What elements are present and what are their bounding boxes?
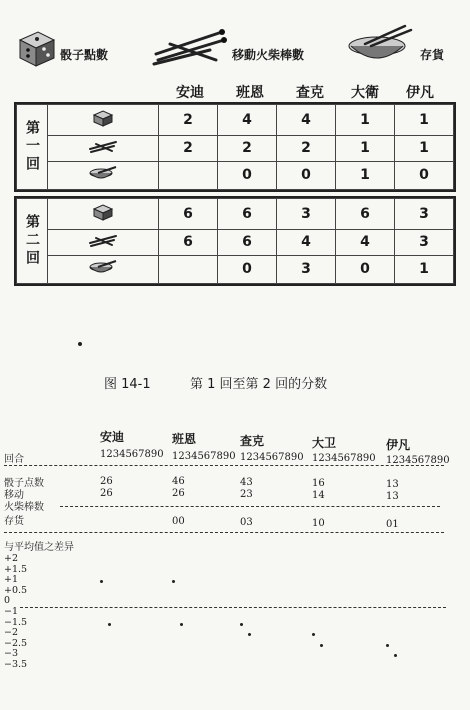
y-tick-label: −3.5 <box>4 659 28 670</box>
t2-digits: 1234567890 <box>386 455 450 466</box>
data-point <box>312 633 315 636</box>
t2-stock: 01 <box>386 519 399 530</box>
t2-dice: 26 <box>100 476 113 487</box>
round-1-table <box>14 102 456 192</box>
table-row <box>17 161 454 189</box>
player-header: 班恩 <box>236 85 264 101</box>
dice-icon <box>92 109 114 127</box>
t2-move: 13 <box>386 491 399 502</box>
score-cell: 3 <box>395 230 454 256</box>
t2-move: 14 <box>312 490 325 501</box>
t2-move: 26 <box>100 488 113 499</box>
score-cell: 4 <box>277 230 336 256</box>
y-tick-label: −1.5 <box>4 616 28 628</box>
t2-player: 查克 <box>240 434 265 448</box>
score-cell: 4 <box>277 105 336 136</box>
score-cell <box>159 255 218 283</box>
score-cell: 1 <box>395 105 454 136</box>
t2-stock: 03 <box>240 517 253 528</box>
score-cell: 1 <box>336 105 395 136</box>
score-cell: 2 <box>277 136 336 162</box>
table-row <box>17 136 454 162</box>
score-cell: 1 <box>395 136 454 162</box>
row-icon-cell <box>48 255 159 283</box>
score-cell: 0 <box>218 161 277 189</box>
score-cell: 1 <box>395 255 454 283</box>
deviation-title: 与平均值之差异 <box>4 542 74 553</box>
t2-row-move: 移动 <box>4 490 24 501</box>
data-point <box>100 580 103 583</box>
t2-player: 安迪 <box>100 430 125 444</box>
t2-stock: 10 <box>312 518 325 529</box>
player-header: 大衛 <box>351 85 379 101</box>
dice-icon <box>92 203 114 221</box>
data-point <box>172 580 175 583</box>
figure-caption: 第 1 回至第 2 回的分数 <box>190 377 328 392</box>
t2-digits: 1234567890 <box>312 453 376 464</box>
row-icon-cell <box>48 199 159 230</box>
y-tick-label: −1 <box>4 606 19 617</box>
legend-matches-label: 移動火柴棒數 <box>232 48 305 62</box>
bowl-icon <box>88 165 118 181</box>
t2-player: 伊凡 <box>386 438 411 452</box>
row-icon-cell <box>48 136 159 162</box>
t2-dice: 13 <box>386 479 399 490</box>
score-cell: 3 <box>277 255 336 283</box>
data-point <box>248 633 251 636</box>
table-row <box>17 105 454 136</box>
dice-icon <box>14 28 58 68</box>
matchsticks-icon <box>88 139 118 153</box>
divider <box>60 506 440 507</box>
divider <box>4 465 444 466</box>
score-cell: 6 <box>218 230 277 256</box>
score-cell: 0 <box>336 255 395 283</box>
t2-row-stock: 存货 <box>4 516 24 527</box>
row-icon-cell <box>48 230 159 256</box>
data-point <box>240 623 243 626</box>
t2-dice: 46 <box>172 476 185 487</box>
t2-move: 23 <box>240 489 253 500</box>
row-icon-cell <box>48 105 159 136</box>
matchsticks-icon <box>88 233 118 247</box>
score-cell: 4 <box>218 105 277 136</box>
data-point <box>386 644 389 647</box>
y-tick-label: −2.5 <box>4 637 28 649</box>
table-row <box>17 255 454 283</box>
t2-dice: 16 <box>312 478 325 489</box>
table-row <box>17 230 454 256</box>
t2-move: 26 <box>172 488 185 499</box>
t2-dice: 43 <box>240 477 253 488</box>
score-cell: 1 <box>336 161 395 189</box>
t2-digits: 1234567890 <box>172 451 236 462</box>
t2-row-dice: 骰子点数 <box>4 478 44 489</box>
data-point <box>108 623 111 626</box>
y-tick-label: −2 <box>4 627 19 639</box>
score-cell: 6 <box>336 199 395 230</box>
score-cell: 6 <box>159 199 218 230</box>
t2-digits: 1234567890 <box>100 449 164 460</box>
stray-dot <box>78 342 82 346</box>
score-cell: 4 <box>336 230 395 256</box>
y-tick-label: −3 <box>4 648 19 660</box>
score-cell: 3 <box>277 199 336 230</box>
y-tick-label: +2 <box>4 553 19 564</box>
row-icon-cell <box>48 161 159 189</box>
score-cell <box>159 161 218 189</box>
matchsticks-icon <box>150 24 230 68</box>
score-cell: 2 <box>159 105 218 136</box>
player-header: 伊凡 <box>406 85 434 101</box>
round-label: 第二回 <box>17 199 48 284</box>
score-cell: 0 <box>218 255 277 283</box>
score-cell: 3 <box>395 199 454 230</box>
zero-line <box>20 607 446 608</box>
data-point <box>180 623 183 626</box>
round-2-table <box>14 196 456 286</box>
y-tick-label: 0 <box>4 595 11 607</box>
figure-number: 图 14-1 <box>104 377 151 392</box>
player-header: 查克 <box>296 85 324 101</box>
t2-player: 大卫 <box>312 436 337 450</box>
score-cell: 6 <box>218 199 277 230</box>
round-label: 第一回 <box>17 105 48 190</box>
y-tick-label: +1 <box>4 574 19 586</box>
table-row <box>17 199 454 230</box>
y-tick-label: +1.5 <box>4 563 28 575</box>
score-cell: 2 <box>218 136 277 162</box>
t2-stock: 00 <box>172 516 185 527</box>
divider <box>4 532 444 533</box>
score-cell: 0 <box>277 161 336 189</box>
score-cell: 1 <box>336 136 395 162</box>
data-point <box>394 654 397 657</box>
bowl-icon <box>345 20 417 66</box>
score-cell: 6 <box>159 230 218 256</box>
data-point <box>320 644 323 647</box>
t2-digits: 1234567890 <box>240 452 304 463</box>
player-header: 安迪 <box>176 85 204 101</box>
score-cell: 2 <box>159 136 218 162</box>
legend-dice-label: 骰子點數 <box>60 48 109 62</box>
y-tick-label: +0.5 <box>4 584 28 596</box>
score-cell: 0 <box>395 161 454 189</box>
t2-player: 班恩 <box>172 432 197 446</box>
bowl-icon <box>88 259 118 275</box>
legend-stock-label: 存貨 <box>420 48 445 62</box>
t2-row-matches: 火柴棒数 <box>4 502 44 513</box>
t2-row-round: 回合 <box>4 454 24 465</box>
